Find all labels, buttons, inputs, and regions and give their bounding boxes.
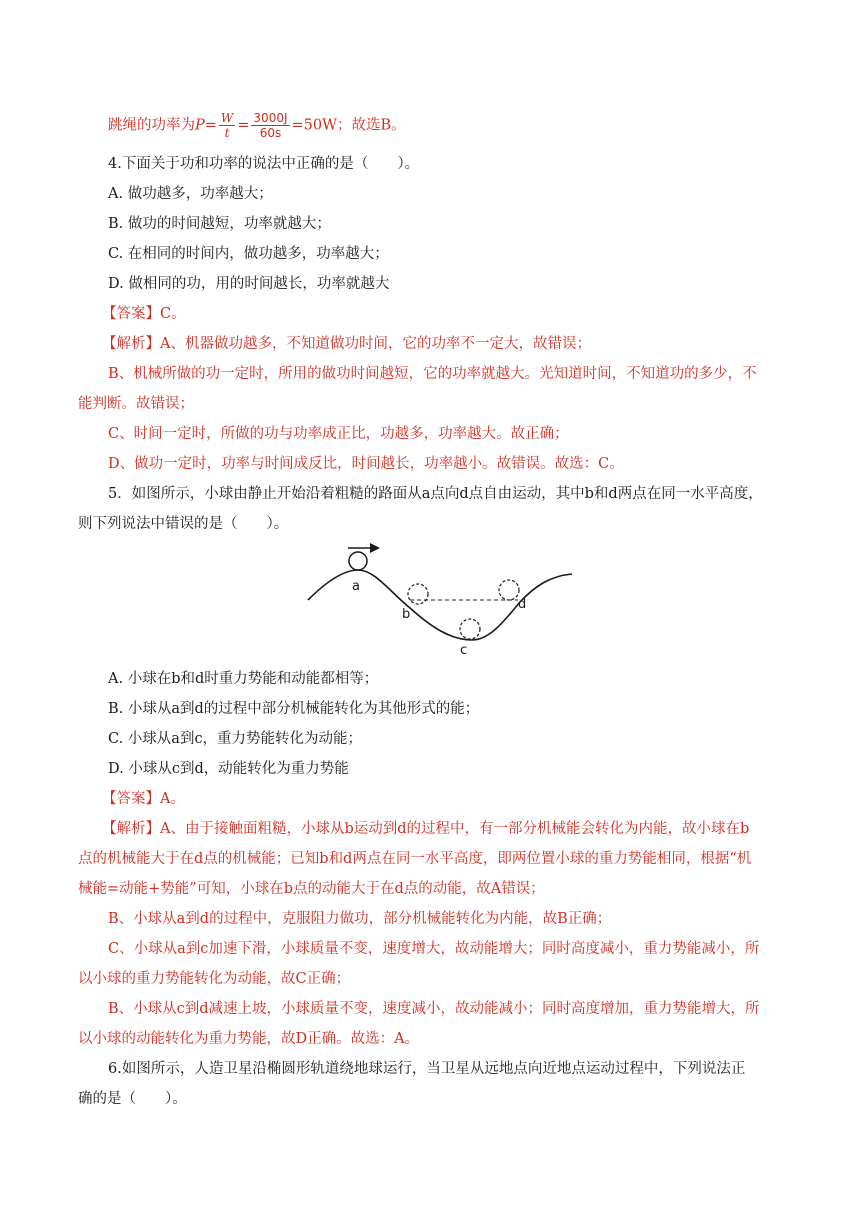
q5-answer: 【答案】A。 — [102, 791, 185, 807]
q5-analysis-5: C、小球从a到c加速下滑，小球质量不变，速度增大，故动能增大；同时高度减小，重力势能减小，所 — [108, 941, 760, 957]
ball-at-b-dashed — [408, 584, 428, 604]
ball-at-c-dashed — [460, 619, 480, 639]
ball-at-d-dashed — [499, 580, 519, 600]
label-d: d — [518, 597, 527, 612]
q6-stem-2: 确的是（ ）。 — [78, 1091, 187, 1107]
q5-analysis-1: 【解析】A、由于接触面粗糙，小球从b运动到d的过程中，有一部分机械能会转化为内能，故小球在b — [102, 821, 750, 837]
q4-analysis-3: 能判断。故错误； — [78, 396, 194, 412]
formula-tail: =50W；故选B。 — [291, 117, 406, 134]
q4-option-a: A. 做功越多，功率越大； — [108, 186, 273, 202]
fraction-numerator: 3000J — [253, 111, 288, 125]
formula-prefix: 跳绳的功率为 — [108, 117, 195, 134]
q5-analysis-7: B、小球从c到d减速上坡，小球质量不变，速度减小，故动能减小；同时高度增加，重力势能增大，所 — [108, 1001, 760, 1017]
q5-option-a: A. 小球在b和d时重力势能和动能都相等； — [108, 671, 379, 687]
q5-analysis-8: 以小球的动能转化为重力势能，故D正确。故选：A。 — [78, 1031, 420, 1047]
fraction-w-over-t — [219, 111, 235, 140]
motion-arrow-head — [370, 543, 380, 553]
fraction-numerator-w: W — [220, 111, 234, 125]
q4-option-b: B. 做功的时间越短，功率就越大； — [108, 216, 331, 232]
fraction-denominator: 60s — [259, 126, 282, 140]
ball-at-a — [349, 552, 367, 570]
q5-option-b: B. 小球从a到d的过程中部分机械能转化为其他形式的能； — [108, 701, 480, 717]
q5-option-d: D. 小球从c到d，动能转化为重力势能 — [108, 761, 349, 777]
q5-analysis-2: 点的机械能大于在d点的机械能；已知b和d两点在同一水平高度，即两位置小球的重力势能相同，根据“机 — [78, 851, 752, 867]
fraction-denominator-t: t — [224, 126, 230, 140]
q4-answer: 【答案】C。 — [102, 306, 186, 322]
q5-option-c: C. 小球从a到c，重力势能转化为动能； — [108, 731, 363, 747]
q4-analysis-1: 【解析】A、机器做功越多，不知道做功时间，它的功率不一定大，故错误； — [102, 336, 591, 352]
q5-stem-2: 则下列说法中错误的是（ ）。 — [78, 516, 289, 532]
q5-analysis-3: 械能=动能+势能”可知，小球在b点的动能大于在d点的动能，故A错误； — [78, 881, 545, 897]
equals-sign-2: = — [237, 117, 250, 134]
rough-track-curve — [308, 570, 572, 640]
q5-stem-1: 5．如图所示，小球由静止开始沿着粗糙的路面从a点向d点自由运动，其中b和d两点在同一水平高度， — [108, 486, 763, 502]
label-b: b — [402, 607, 411, 622]
q5-analysis-6: 以小球的重力势能转化为动能，故C正确； — [78, 971, 351, 987]
equals-sign: = — [204, 117, 217, 134]
q4-stem: 4.下面关于功和功率的说法中正确的是（ ）。 — [108, 156, 420, 172]
symbol-p: P — [195, 117, 205, 134]
q4-option-c: C. 在相同的时间内，做功越多，功率越大； — [108, 246, 389, 262]
label-a: a — [352, 579, 360, 594]
label-c: c — [460, 643, 468, 658]
q5-analysis-4: B、小球从a到d的过程中，克服阻力做功，部分机械能转化为内能，故B正确； — [108, 911, 612, 927]
fraction-3000j-over-60s — [251, 111, 289, 140]
q6-stem-1: 6.如图所示，人造卫星沿椭圆形轨道绕地球运行，当卫星从远地点向近地点运动过程中，下列说法正 — [108, 1061, 746, 1077]
q4-option-d: D. 做相同的功，用的时间越长，功率就越大 — [108, 276, 390, 292]
q4-analysis-4: C、时间一定时，所做的功与功率成正比，功越多，功率越大。故正确； — [108, 426, 569, 442]
ball-track-diagram — [300, 540, 580, 660]
q4-analysis-2: B、机械所做的功一定时，所用的做功时间越短，它的功率就越大。光知道时间，不知道功的多少，不 — [108, 366, 757, 382]
q4-analysis-5: D、做功一定时，功率与时间成反比，时间越长，功率越小。故错误。故选：C。 — [108, 456, 624, 472]
power-formula-line — [108, 111, 406, 140]
